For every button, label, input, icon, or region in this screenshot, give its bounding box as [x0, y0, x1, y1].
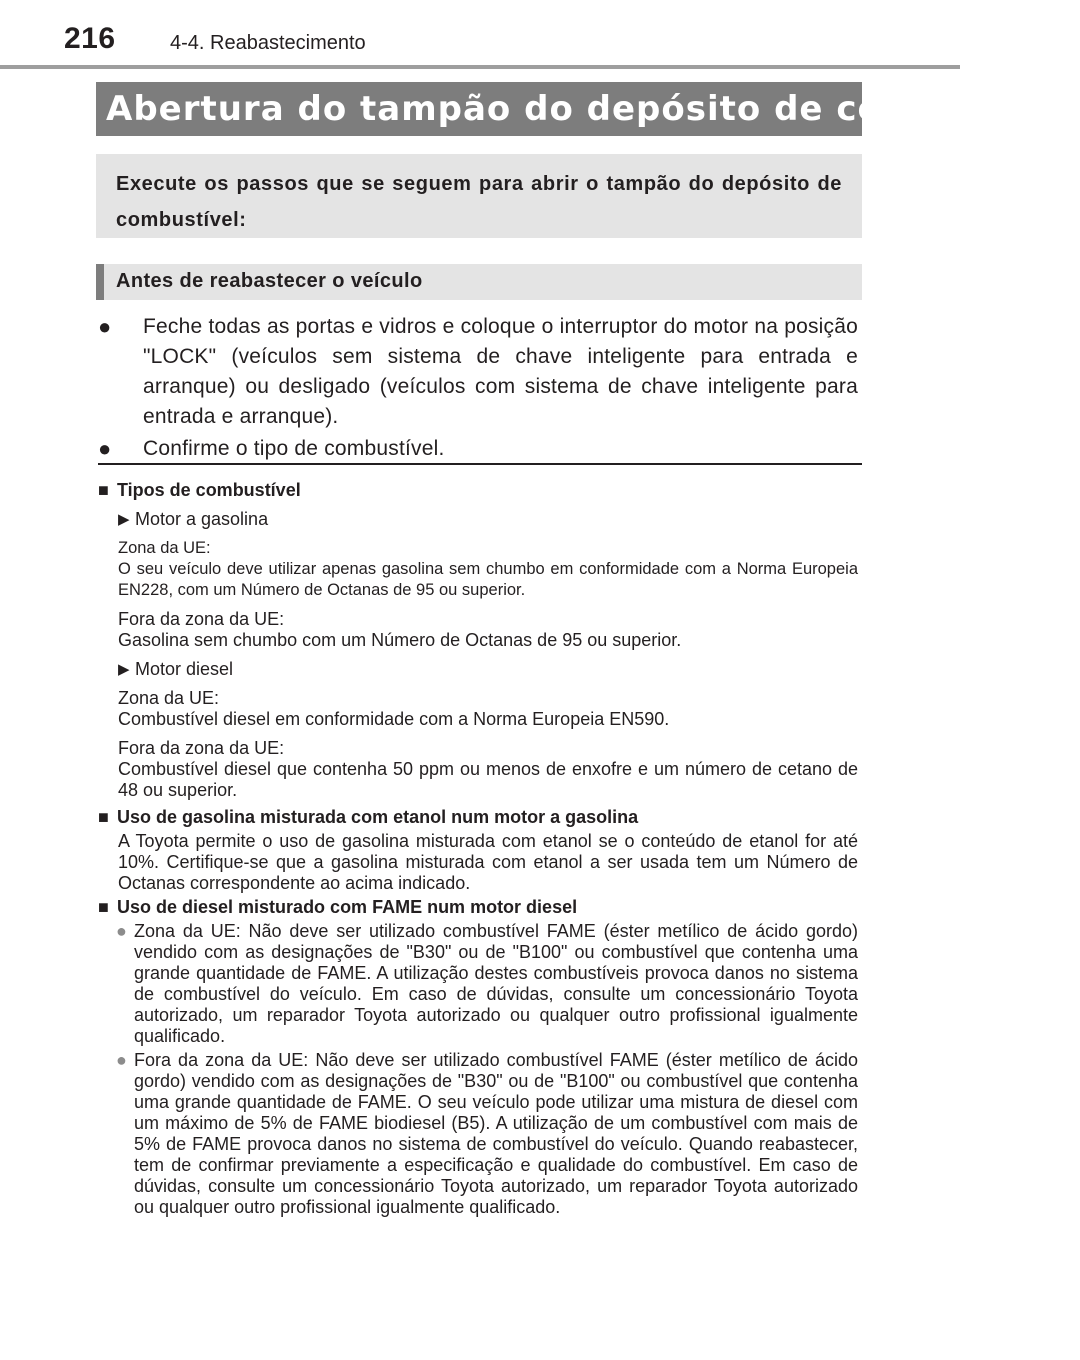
main-bullet-list [98, 312, 858, 466]
ethanol-text: A Toyota permite o uso de gasolina misturada com etanol se o conteúdo de etanol for até 10%. Certifique-se que a gasolina misturada com etanol a ser usada tem um Número de Octanas correspondente ao acima indicado. [118, 831, 858, 893]
bullet-dot-icon: ● [116, 921, 127, 941]
ethanol-heading [98, 807, 858, 828]
subheading-bar: Antes de reabastecer o veículo [96, 264, 862, 300]
diesel-non-eu [98, 738, 858, 801]
heading-text: Uso de diesel misturado com FAME num motor diesel [117, 897, 578, 917]
zone-text: Combustível diesel em conformidade com a Norma Europeia EN590. [118, 709, 670, 729]
gasoline-engine-label [98, 509, 858, 530]
bullet-dot-icon: ● [116, 1050, 127, 1070]
fame-heading [98, 897, 858, 918]
bullet-dot-icon: ● [98, 436, 112, 461]
heading-text: Uso de gasolina misturada com etanol num motor a gasolina [117, 807, 639, 827]
fame-item-text: Fora da zona da UE: Não deve ser utilizado combustível FAME (éster metílico de ácido gordo) vendido com as designações de "B30" ou de "B100" ou combustível que contenha uma grande quantidade de FAME. O seu veículo pode utilizar uma mistura de diesel com um máximo de 5% de FAME biodiesel (B5). A utilização de um combustível com mais de 5% de FAME provoca danos no sistema de combustível do veículo. Quando reabastecer, tem de confirmar previamente a especificação e qualidade do combustível. Em caso de dúvidas, consulte um concessionário Toyota autorizado, um reparador Toyota autorizado ou qualquer outro profissional igualmente qualificado. [134, 1050, 858, 1217]
section-name: 4-4. Reabastecimento [170, 32, 366, 54]
bullet-text: Confirme o tipo de combustível. [143, 437, 445, 460]
zone-text: Combustível diesel que contenha 50 ppm ou menos de enxofre e um número de cetano de 48 ou superior. [118, 759, 858, 800]
zone-label: Fora da zona da UE: [118, 609, 285, 629]
page-title: Abertura do tampão do depósito de combustível [106, 89, 1080, 129]
fame-item [98, 921, 858, 1047]
zone-label: Fora da zona da UE: [118, 738, 285, 758]
section-divider [98, 463, 862, 465]
heading-text: Tipos de combustível [117, 480, 301, 500]
page-number: 216 [64, 22, 116, 55]
intro-box: Execute os passos que se seguem para abrir o tampão do depósito de combustível: [96, 154, 862, 238]
bullet-item [98, 312, 858, 432]
title-bar [96, 82, 1080, 136]
zone-label: Zona da UE: [118, 539, 211, 557]
fame-item-text: Zona da UE: Não deve ser utilizado combustível FAME (éster metílico de ácido gordo) vendido com as designações de "B30" ou de "B100" ou combustível que contenha uma grande quantidade de FAME. A utilização destes combustíveis provoca danos no sistema de combustível do veículo. Em caso de dúvidas, consulte um concessionário Toyota autorizado, um reparador Toyota autorizado ou qualquer outro profissional igualmente qualificado. [134, 921, 858, 1046]
square-bullet-icon: ■ [98, 480, 109, 500]
zone-text: Gasolina sem chumbo com um Número de Octanas de 95 ou superior. [118, 630, 682, 650]
diesel-engine-label [98, 659, 858, 680]
diesel-eu [98, 688, 858, 730]
bullet-item [98, 434, 858, 464]
arrow-right-icon: ▶ [118, 661, 130, 678]
gasoline-eu [98, 538, 858, 601]
square-bullet-icon: ■ [98, 897, 109, 917]
bullet-dot-icon: ● [98, 314, 112, 339]
zone-label: Zona da UE: [118, 688, 220, 708]
square-bullet-icon: ■ [98, 807, 109, 827]
label-text: Motor diesel [135, 659, 234, 679]
fame-item [98, 1050, 858, 1218]
arrow-right-icon: ▶ [118, 511, 130, 528]
zone-text: O seu veículo deve utilizar apenas gasolina sem chumbo em conformidade com a Norma Europeia EN228, com um Número de Octanas de 95 ou superior. [118, 560, 858, 599]
bullet-text: Feche todas as portas e vidros e coloque o interruptor do motor na posição "LOCK" (veículos sem sistema de chave inteligente para entrada e arranque) ou desligado (veículos com sistema de chave inteligente para entrada e arranque). [143, 315, 858, 428]
header-rule [0, 65, 960, 69]
fuel-types-heading [98, 480, 858, 501]
label-text: Motor a gasolina [135, 509, 269, 529]
notes [98, 476, 858, 1218]
gasoline-non-eu [98, 609, 858, 651]
